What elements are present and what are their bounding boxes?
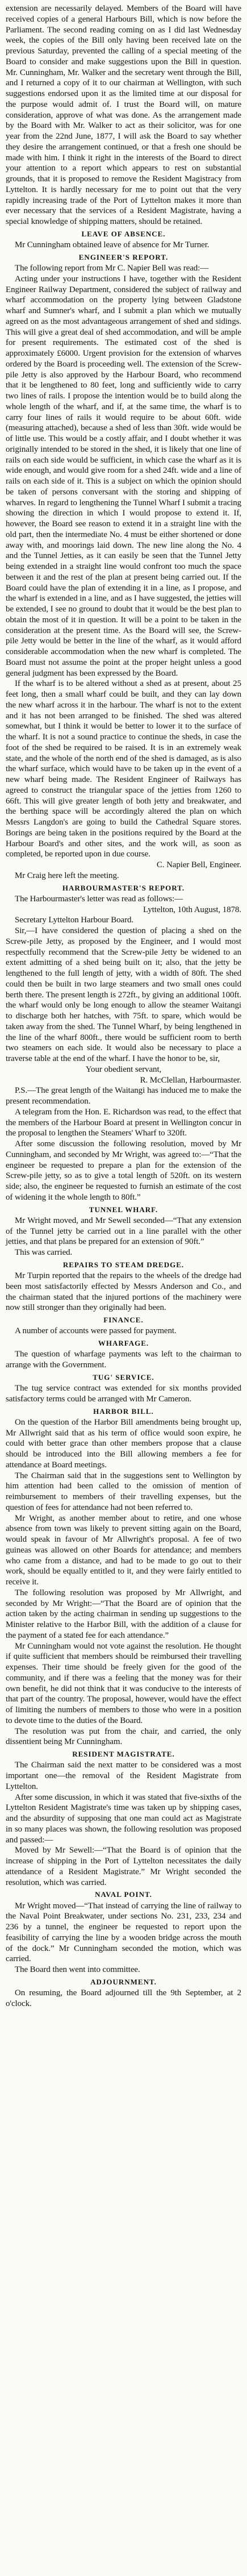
harbourmaster-intro: The Harbourmaster's letter was read as follows:— [15, 894, 183, 904]
letter-recipient: Secretary Lyttelton Harbour Board. [15, 915, 134, 925]
opening-section [6, 3, 241, 227]
letter-postscript: P.S.—The great length of the Waitangi has induced me to make the present recommendation. [6, 1086, 241, 1106]
engineer-paragraph: Acting under your instructions I have, together with the Resident Engineer Railway Department, considered the subject of railway and wharf accommodation on the property lying between Gladstone wharf and Sumner's wharf, and I submit a plan which we mutually agreed on as the most advantageous arrangement of shed and sidings. This will give a great deal of shed accommodation, and will be ample for present requirements. The estimated cost of the shed is approximately £6000. Urgent provision for the extension of wharves ordered by the Board is proceeding well. The extension of the Screw-pile Jetty is also approved by the Harbour Board, who recommend that it be lengthened to 80 feet, long and sufficiently wide to carry two lines of rails. I propose the intention would be to build along the whole length of the wharf, and if, at the same time, the wharf is to carry four lines of rails it would require to be about 60ft. wide (measuring attached), because a shed of less than 30ft. wide would be of little use. This would be a costly affair, and I doubt whether it was originally intended to be stored in the shed, it is likely that one line of rails on each side would be sufficient, in which case the wharf as it is wide enough, and would give room for a shed 24ft. wide and a line of rails on each side of it. This is a subject on which the opinion should be taken of persons conversant with the storing and shipping of wharves. In regard to lengthening the Tunnel Wharf I submit a tracing showing the direction in which I would propose to extend it. If, however, the Board see reason to extend it in a straight line with the old part, then the intermediate No. 4 must be either shortened or done away with, and moorings laid down. The new line along the No. 4 and the Tunnel Jetties, as it can easily be seen that the Tunnel Jetty being extended in a straight line would confront too much the space between it and the rest of the plan at present being carried out. If the Board could have the plan of extending it in a line, as I propose, and the wharf is extended in a line, and as I have suggested, the jetties will be extended, I see no ground to doubt that it would be the best plan to obtain the most of it in question. It will be a point to be taken in the consideration at the present time. As the Board will see, the Screw-pile Jetty would be better in the line of the wharf, as it would afford considerable accommodation when the new wharf is completed. The Board must not assume the point at the proper height unless a good general judgment has been expressed by the Board. [6, 274, 241, 678]
engineer-signature: C. Napier Bell, Engineer. [156, 860, 241, 869]
harbor-bill-paragraph: The resolution was put from the chair, and carried, the only dissentient being Mr Cunningham. [6, 1726, 241, 1747]
harbor-bill-paragraph: The following resolution was proposed by Mr Allwright, and seconded by Mr Wright:—“That the Board are of opinion that the action taken by the acting chairman in sending up suggestions to the Minister relative to the Harbor Bill, with the addition of a clause for the payment of a stated fee for each attendance.” [6, 1588, 241, 1640]
naval-paragraph: The Board then went into committee. [15, 1965, 140, 1974]
magistrate-paragraph: The Chairman said the next matter to be considered was a most important one—the removal of the Resident Magistrate from Lyttelton. [6, 1761, 241, 1791]
tunnel-carried: This was carried. [15, 1248, 73, 1257]
opening-paragraph: extension are necessarily delayed. Members of the Board will have received copies of a general Harbours Bill, which is now before the Parliament. The second reading coming on as I did last Wednesday week, the copies of the Bill only having been received late on the previous Saturday, prevented the calling of a special meeting of the Board to consider and make suggestions upon the Bill in question. Mr. Cunningham, Mr. Walker and the secretary went through the Bill, and I returned a copy of it to our chairman at Wellington, with such suggestions endorsed upon it as the limited time at our disposal for the purpose would admit of. I trust the Board will, on mature consideration, approve of what was done. As the arrangement made by the Board with Mr. Walker to act as their solicitor, was for one year from the 22nd June, 1877, I will ask the Board to say whether they desire the arrangement continued, or that a fresh one should be made with him. I think it right in the interests of the Board to direct your attention to a report which appears to rest on substantial grounds, that it is proposed to remove the Resident Magistracy from Lyttelton. It is hardly necessary for me to point out that the very rapidly increasing trade of the Port of Lyttelton makes it more than ever necessary that the services of a Resident Magistrate, having a special knowledge of shipping matters, should be retained. [6, 4, 241, 226]
engineer-paragraph: If the wharf is to be altered without a shed as at present, about 25 feet long, then a small wharf could be built, and they can lay down the new wharf across it in the harbour. The wharf is not to the extent and it has not been arranged to be finished. The shed was altered somewhat, but I think it would be better to lower it to the surface of the wharf. It is not a sound practice to continue the sheds, in case the foot of the shed be required to be raised. It is in an extremely weak state, and the whole of the north end of the shed is damaged, as is also the wharf surface, which would have to be taken up in the event of a new wharf being made. The Resident Engineer of Railways has agreed to construct the triangular space of the jetties from 1260 to 66ft. This will give greater length of both jetty and breakwater, and the berthing space will be accordingly altered the plan on which Messrs Langdon's are going to build the Cathedral Square stores. Borings are being taken in the positions required by the Board at the Harbour Board's and other sites, and the work will, as soon as completed, be reported upon in due course. [6, 679, 241, 859]
letter-closing: Your obedient servant, [85, 1064, 162, 1074]
resolution-paragraph: After some discussion the following resolution, moved by Mr Cunningham, and seconded by Mr Wright, was agreed to:—“That the engineer be requested to prepare a plan for the extension of the Screw-pile jetty, so as to give a total length of 520ft. on its western side; also, the engineer be requested to furnish an estimate of the cost of widening it the whole length to 80ft.” [6, 1139, 241, 1202]
wharfage-paragraph: The question of wharfage payments was left to the chairman to arrange with the Government. [6, 1350, 241, 1370]
section-heading-finance: FINANCE. [103, 1316, 144, 1324]
tunnel-paragraph: Mr Wright moved, and Mr Sewell seconded—“That any extension of the Tunnel jetty be carried out in a line parallel with the other jetties, and that plans be prepared for an extension of 90ft.” [6, 1216, 241, 1247]
section-heading-engineer: ENGINEER'S REPORT. [78, 252, 169, 261]
letter-body: Sir,—I have considered the question of placing a shed on the Screw-pile Jetty, as proposed by the Engineer, and I would most respectfully recommend that the Screw-pile Jetty be widened to an extent admitting of a shed being built on it; also, that the jetty be lengthened to the full length of jetty, with a width of 80ft. The shed could then be built in two large steamers and two small ones could berth there. The present length is 272ft., by giving an additional 100ft. the wharf would only be long enough to allow the steamer Waitangi to discharge both her hatches, with 75ft. to spare, which would be taken away from the shed. The Tunnel Wharf, by being lengthened in the line of the wharf 800ft., there would be sufficient room to berth two steamers on each side. It would also be necessary to place a traverse table at the end of the wharf. I have the honor to be, sir, [6, 926, 241, 1063]
section-heading-resident-magistrate: RESIDENT MAGISTRATE. [72, 1750, 175, 1758]
adjournment-paragraph: On resuming, the Board adjourned till the 9th September, at 2 o'clock. [6, 1988, 241, 2008]
tug-paragraph: The tug service contract was extended for six months provided satisfactory terms could be arranged with Mr Cameron. [6, 1384, 241, 1404]
harbor-bill-paragraph: Mr Cunningham would not vote against the resolution. He thought if quite sufficient that members should be reimbursed their travelling expenses. Their time should be freely given for the good of the community, and if there was a feeling that the money was for their own benefit, he did not think that it was conducive to the interests of that part of the country. The proposal, however, would have the effect of limiting the numbers of members to those who were in a position to devote time to the duties of the Board. [6, 1641, 241, 1725]
repairs-paragraph: Mr Turpin reported that the repairs to the wheels of the dredge had been most satisfactorily effected by Messrs Anderson and Co., and the chairman stated that the injured portions of the machinery were now still stronger than they originally had been. [6, 1271, 241, 1313]
letter-signature: R. McClellan, Harbourmaster. [140, 1075, 241, 1085]
section-heading-wharfage: WHARFAGE. [98, 1339, 149, 1347]
magistrate-paragraph: After some discussion, in which it was stated that five-sixths of the Lyttelton Resident Magistrate's time was taken up by shipping cases, and the absurdity of supposing that one man could act as Magistrate in so many places was shown, the following resolution was proposed and passed:— [6, 1792, 241, 1845]
departure-note: Mr Craig here left the meeting. [15, 871, 119, 880]
section-heading-adjournment: ADJOURNMENT. [90, 1977, 157, 1986]
engineer-intro: The following report from Mr C. Napier Bell was read:— [15, 264, 209, 273]
magistrate-paragraph: Moved by Mr Sewell:—“That the Board is of opinion that the increase of shipping in the Port of Lyttelton necessitates the daily attendance of a Resident Magistrate.” Mr Wright seconded the resolution, which was carried. [6, 1846, 241, 1887]
section-heading-tug: TUG' SERVICE. [93, 1372, 154, 1381]
naval-paragraph: Mr Wright moved—“That instead of carrying the line of railway to the Naval Point Breakwater, under sections No. 231, 233, 234 and 236 by a tunnel, the engineer be requested to report upon the feasibility of carrying the line by a wooden bridge across the mouth of the dock.” Mr Cunningham seconded the motion, which was carried. [6, 1901, 241, 1964]
section-heading-harbourmaster: HARBOURMASTER'S REPORT. [62, 883, 185, 892]
section-heading-tunnel: TUNNEL WHARF. [89, 1205, 158, 1214]
harbor-bill-paragraph: The Chairman said that in the suggestions sent to Wellington by him attention had been called to the omission of mention of reimbursement to members of their travelling expenses, but the question of fees for attendance had not been referred to. [6, 1471, 241, 1512]
section-heading-naval-point: NAVAL POINT. [95, 1890, 152, 1899]
section-heading-repairs: REPAIRS TO STEAM DREDGE. [62, 1260, 185, 1269]
harbor-bill-paragraph: Mr Wright, as another member about to retire, and one whose absence from town was likely to prevent sitting again on the Board, would speak in favour of Mr Allwright's proposal. A fee of two guineas was allowed on other Boards for attendance; and members who came from a distance, and had to be made to go out to their work, should be equally entitled to it, and they were fairly entitled to receive it. [6, 1513, 241, 1587]
letter-place-date: Lyttelton, 10th August, 1878. [143, 905, 241, 914]
section-heading-leave: LEAVE OF ABSENCE. [81, 229, 166, 238]
telegram-paragraph: A telegram from the Hon. E. Richardson was read, to the effect that the members of the Harbour Board at present in Wellington concur in the proposal to lengthen the Steamers' Wharf to 320ft. [6, 1107, 241, 1138]
leave-paragraph: Mr Cunningham obtained leave of absence for Mr Turner. [15, 240, 210, 249]
harbor-bill-paragraph: On the question of the Harbor Bill amendments being brought up, Mr Allwright said that as his term of office would soon expire, he could with better grace than other members propose that a clause should be introduced into the Bill allowing members a fee for attendance at Board meetings. [6, 1417, 241, 1470]
finance-paragraph: A number of accounts were passed for payment. [15, 1326, 177, 1336]
section-heading-harbor-bill: HARBOR BILL. [93, 1406, 154, 1416]
